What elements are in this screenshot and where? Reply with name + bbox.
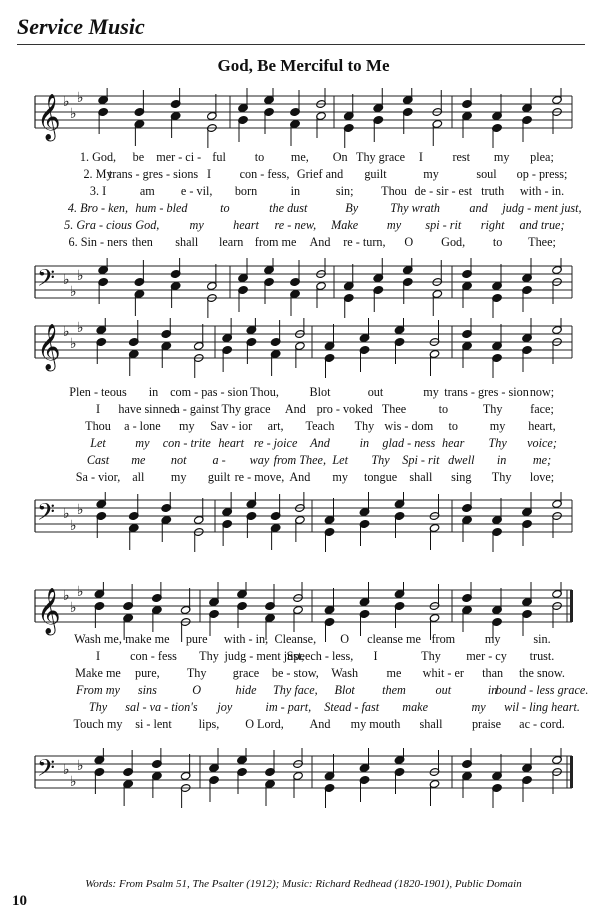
lyric-syllable: Wash me, bbox=[74, 632, 122, 646]
lyric-syllable: ac - cord. bbox=[519, 717, 565, 731]
lyric-syllable: rest bbox=[452, 150, 471, 164]
lyric-syllable: me, bbox=[290, 150, 309, 164]
lyric-syllable: Thou bbox=[381, 184, 407, 198]
lyric-syllable: than bbox=[482, 666, 504, 680]
lyric-syllable: learn bbox=[219, 235, 244, 249]
lyric-syllable: in bbox=[496, 453, 507, 467]
verse-line bbox=[70, 385, 570, 402]
lyric-syllable: God, bbox=[441, 235, 466, 249]
lyric-syllable: shall bbox=[419, 717, 443, 731]
lyric-syllable: plea; bbox=[530, 150, 554, 164]
svg-text:♭: ♭ bbox=[63, 272, 70, 288]
verse-line bbox=[70, 167, 570, 184]
verse-line bbox=[70, 683, 589, 700]
lyric-syllable: e - vil, bbox=[180, 184, 213, 198]
lyric-syllable: from me bbox=[254, 235, 297, 249]
lyric-syllable: judg - ment just, bbox=[502, 201, 582, 215]
svg-text:♭: ♭ bbox=[77, 90, 84, 106]
lyric-syllable: make bbox=[402, 700, 428, 714]
lyric-syllable: cleanse me bbox=[367, 632, 421, 646]
lyric-syllable: be bbox=[132, 150, 145, 164]
lyric-syllable: to bbox=[448, 419, 458, 433]
verse-line bbox=[70, 453, 570, 470]
lyric-syllable: with - in. bbox=[519, 184, 565, 198]
lyric-syllable: to bbox=[492, 235, 503, 249]
lyric-syllable: voice; bbox=[527, 436, 557, 450]
lyric-syllable: I bbox=[206, 167, 212, 181]
svg-text:♭: ♭ bbox=[77, 502, 84, 518]
bass-clef-icon: 𝄢 bbox=[37, 498, 56, 531]
bass-clef-icon: 𝄢 bbox=[37, 264, 56, 297]
lyric-syllable: 4. Bro - ken, bbox=[67, 201, 129, 215]
hymn-title: God, Be Merciful to Me bbox=[217, 56, 390, 75]
lyric-syllable: Thy bbox=[488, 436, 507, 450]
lyric-syllable: my mouth bbox=[350, 717, 401, 731]
lyric-syllable: grace bbox=[232, 666, 260, 680]
lyric-syllable: am bbox=[139, 184, 155, 198]
lyric-syllable: Thy wrath bbox=[390, 201, 441, 215]
lyric-syllable: Cleanse, bbox=[274, 632, 317, 646]
lyric-syllable: hide bbox=[235, 683, 257, 697]
lyric-syllable: Thee bbox=[381, 402, 407, 416]
lyric-syllable: Thou, bbox=[250, 385, 279, 399]
lyric-syllable: Blot bbox=[309, 385, 331, 399]
lyric-syllable: 2. My bbox=[83, 167, 113, 181]
treble-staff-2 bbox=[0, 318, 607, 378]
lyric-syllable: shall bbox=[409, 470, 433, 484]
lyric-syllable: I bbox=[418, 150, 423, 164]
lyric-syllable: sing bbox=[451, 470, 472, 484]
lyric-syllable: my bbox=[471, 700, 486, 714]
lyric-syllable: my bbox=[386, 218, 402, 232]
lyric-syllable: the dust bbox=[269, 201, 308, 215]
lyric-syllable: dwell bbox=[448, 453, 475, 467]
verse-line bbox=[70, 235, 570, 252]
lyric-syllable: sin; bbox=[335, 184, 354, 198]
lyric-syllable: re - turn, bbox=[343, 235, 386, 249]
lyric-syllable: be - stow, bbox=[271, 666, 319, 680]
lyric-syllable: Plen - teous bbox=[69, 385, 127, 399]
lyric-syllable: my bbox=[484, 632, 501, 646]
lyric-syllable: Spi - rit bbox=[402, 453, 440, 467]
lyric-syllable: to bbox=[220, 201, 230, 215]
svg-text:♭: ♭ bbox=[77, 268, 84, 284]
lyric-syllable: my bbox=[179, 419, 195, 433]
lyric-syllable: Thee; bbox=[528, 235, 556, 249]
bass-staff-1 bbox=[0, 258, 607, 318]
lyric-syllable: re - move, bbox=[234, 470, 285, 484]
lyric-syllable: glad - ness bbox=[382, 436, 436, 450]
lyric-syllable: 1. God, bbox=[79, 150, 117, 164]
lyric-syllable: way bbox=[249, 453, 270, 467]
lyric-syllable: my bbox=[489, 419, 506, 433]
verse-line bbox=[70, 717, 570, 734]
lyric-syllable: not bbox=[170, 453, 187, 467]
svg-text:♭: ♭ bbox=[77, 320, 84, 336]
svg-text:♭: ♭ bbox=[63, 506, 70, 522]
lyric-syllable: out bbox=[367, 385, 384, 399]
lyric-syllable: Stead - fast bbox=[324, 700, 380, 714]
lyric-syllable: my bbox=[493, 150, 510, 164]
svg-text:♭: ♭ bbox=[63, 94, 70, 110]
svg-text:♭: ♭ bbox=[70, 774, 77, 790]
lyric-syllable: hum - bled bbox=[135, 201, 188, 215]
verse-line bbox=[70, 470, 570, 487]
lyric-syllable: sin. bbox=[533, 632, 551, 646]
lyric-syllable: Thy bbox=[371, 453, 390, 467]
lyric-syllable: in bbox=[290, 184, 301, 198]
lyric-syllable: Let bbox=[90, 436, 106, 450]
treble-staff-1 bbox=[0, 88, 607, 148]
lyric-syllable: Make bbox=[331, 218, 359, 232]
lyric-syllable: soul bbox=[476, 167, 497, 181]
treble-clef-icon: 𝄞 bbox=[37, 94, 61, 140]
lyric-syllable: my bbox=[423, 385, 439, 399]
lyric-syllable: me bbox=[131, 453, 146, 467]
svg-text:♭: ♭ bbox=[63, 762, 70, 778]
lyric-syllable: art, bbox=[267, 419, 284, 433]
lyric-syllable: Thy bbox=[354, 419, 375, 433]
lyric-syllable: a - bbox=[212, 453, 226, 467]
lyric-syllable: my bbox=[423, 167, 439, 181]
lyric-syllable: from Thee, bbox=[273, 453, 326, 467]
lyric-syllable: By bbox=[345, 201, 359, 215]
svg-text:♭: ♭ bbox=[70, 600, 77, 616]
lyric-syllable: bound - less grace. bbox=[495, 683, 589, 697]
lyric-syllable: trust. bbox=[529, 649, 555, 663]
lyric-syllable: mer - ci - bbox=[156, 150, 202, 164]
lyric-syllable: to bbox=[254, 150, 265, 164]
lyric-syllable: im - part, bbox=[265, 700, 312, 714]
lyric-syllable: then bbox=[131, 235, 153, 249]
lyric-syllable: de - sir - est bbox=[414, 184, 473, 198]
lyric-syllable: Thy bbox=[186, 666, 207, 680]
lyric-syllable: born bbox=[234, 184, 258, 198]
lyric-syllable: and bbox=[469, 201, 488, 215]
lyric-syllable: con - fess bbox=[130, 649, 177, 663]
header-rule bbox=[17, 44, 585, 45]
lyric-syllable: all bbox=[132, 470, 145, 484]
lyric-syllable: spi - rit bbox=[425, 218, 462, 232]
lyric-syllable: And bbox=[284, 402, 306, 416]
verse-line bbox=[70, 632, 570, 649]
lyric-syllable: Thy grace bbox=[221, 402, 271, 416]
lyric-syllable: me; bbox=[532, 453, 552, 467]
lyric-syllable: them bbox=[382, 683, 406, 697]
lyric-syllable: my bbox=[332, 470, 348, 484]
treble-clef-icon: 𝄞 bbox=[37, 588, 61, 634]
lyric-syllable: O Lord, bbox=[245, 717, 284, 731]
lyric-syllable: sal - va - tion's bbox=[125, 700, 198, 714]
lyric-syllable: my bbox=[170, 470, 187, 484]
lyric-syllable: truth bbox=[481, 184, 505, 198]
lyric-syllable: Touch my bbox=[73, 717, 123, 731]
bass-staff-2 bbox=[0, 492, 607, 552]
lyric-syllable: from bbox=[431, 632, 456, 646]
treble-clef-icon: 𝄞 bbox=[37, 324, 61, 370]
svg-text:♭: ♭ bbox=[63, 324, 70, 340]
verse-line bbox=[70, 666, 570, 683]
lyric-syllable: heart bbox=[233, 218, 259, 232]
lyric-syllable: a - lone bbox=[124, 419, 161, 433]
verse-line bbox=[64, 218, 570, 235]
svg-text:♭: ♭ bbox=[77, 584, 84, 600]
lyric-syllable: O bbox=[192, 683, 202, 697]
lyric-syllable: Make me bbox=[75, 666, 121, 680]
lyric-syllable: lips, bbox=[198, 717, 220, 731]
lyric-syllable: mer - cy bbox=[466, 649, 507, 663]
lyric-syllable: a - gainst bbox=[174, 402, 219, 416]
lyric-syllable: And bbox=[289, 470, 311, 484]
lyric-syllable: 6. Sin - ners bbox=[68, 235, 128, 249]
lyric-syllable: con - trite bbox=[162, 436, 211, 450]
bass-clef-icon: 𝄢 bbox=[37, 754, 56, 787]
lyric-syllable: O bbox=[404, 235, 414, 249]
lyric-syllable: have sinned bbox=[118, 402, 177, 416]
lyric-syllable: si - lent bbox=[135, 717, 172, 731]
lyric-syllable: praise bbox=[471, 717, 502, 731]
lyric-syllable: pure bbox=[185, 632, 208, 646]
lyric-syllable: And bbox=[309, 235, 331, 249]
lyric-syllable: Speech - less, bbox=[286, 649, 354, 663]
lyric-syllable: trans - gres - sion bbox=[444, 385, 529, 399]
lyric-syllable: sins bbox=[137, 683, 157, 697]
lyric-syllable: face; bbox=[530, 402, 554, 416]
lyric-syllable: Thy bbox=[421, 649, 441, 663]
lyric-syllable: the snow. bbox=[519, 666, 565, 680]
lyric-syllable: And bbox=[309, 717, 331, 731]
verse-line bbox=[70, 419, 570, 436]
lyric-syllable: And bbox=[310, 436, 330, 450]
lyric-syllable: I bbox=[95, 402, 101, 416]
lyric-syllable: in bbox=[148, 385, 159, 399]
lyric-syllable: wil - ling heart. bbox=[504, 700, 580, 714]
svg-text:♭: ♭ bbox=[70, 284, 77, 300]
lyric-syllable: love; bbox=[529, 470, 555, 484]
lyric-syllable: and true; bbox=[519, 218, 565, 232]
lyric-syllable: heart, bbox=[528, 419, 556, 433]
lyric-syllable: tongue bbox=[363, 470, 398, 484]
lyric-syllable: Thy bbox=[199, 649, 219, 663]
lyric-syllable: I bbox=[95, 649, 101, 663]
lyric-syllable: hear bbox=[442, 436, 465, 450]
lyric-syllable: Thou bbox=[85, 419, 111, 433]
svg-text:♭: ♭ bbox=[77, 758, 84, 774]
lyric-syllable: make me bbox=[125, 632, 170, 646]
lyric-syllable: 3. I bbox=[89, 184, 107, 198]
lyric-syllable: guilt bbox=[364, 167, 387, 181]
lyric-syllable: heart bbox=[218, 436, 245, 450]
lyric-syllable: con - fess, bbox=[239, 167, 290, 181]
lyric-syllable: I bbox=[373, 649, 378, 663]
lyric-syllable: ful bbox=[212, 150, 226, 164]
lyric-syllable: with - in, bbox=[223, 632, 269, 646]
lyric-syllable: out bbox=[435, 683, 452, 697]
lyric-syllable: trans - gres - sions bbox=[108, 167, 199, 181]
lyric-syllable: Thy grace bbox=[356, 150, 406, 164]
lyric-syllable: com - pas - sion bbox=[170, 385, 248, 399]
lyric-syllable: my bbox=[189, 218, 204, 232]
lyric-syllable: Thy bbox=[482, 402, 503, 416]
lyric-syllable: in bbox=[359, 436, 370, 450]
lyric-syllable: On bbox=[332, 150, 348, 164]
lyric-syllable: my bbox=[135, 436, 150, 450]
lyric-syllable: me bbox=[386, 666, 402, 680]
lyric-syllable: 5. Gra - cious bbox=[64, 218, 132, 232]
lyric-syllable: re - new, bbox=[274, 218, 317, 232]
lyric-syllable: right bbox=[480, 218, 505, 232]
verse-line bbox=[67, 201, 582, 218]
verse-line bbox=[70, 649, 570, 666]
lyric-syllable: judg - ment just, bbox=[224, 649, 305, 663]
lyric-syllable: Let bbox=[332, 453, 348, 467]
lyric-syllable: shall bbox=[175, 235, 199, 249]
credits-footer: Words: From Psalm 51, The Psalter (1912); Music: Richard Redhead (1820-1901), Public Domain bbox=[85, 878, 522, 890]
svg-text:♭: ♭ bbox=[70, 336, 77, 352]
svg-text:♭: ♭ bbox=[63, 588, 70, 604]
lyric-syllable: joy bbox=[217, 700, 233, 714]
verse-line bbox=[70, 184, 570, 201]
svg-text:♭: ♭ bbox=[70, 518, 77, 534]
verse-line bbox=[70, 150, 570, 167]
lyric-syllable: Blot bbox=[334, 683, 355, 697]
lyric-syllable: Wash bbox=[331, 666, 359, 680]
lyric-syllable: wis - dom bbox=[384, 419, 434, 433]
lyric-syllable: From my bbox=[76, 683, 120, 697]
svg-text:♭: ♭ bbox=[70, 106, 77, 122]
verse-line bbox=[70, 402, 570, 419]
lyric-syllable: Thy bbox=[88, 700, 108, 714]
lyric-syllable: Sav - ior bbox=[210, 419, 253, 433]
lyric-syllable: in bbox=[487, 683, 498, 697]
lyric-syllable: Thy bbox=[491, 470, 512, 484]
lyric-syllable: Teach bbox=[305, 419, 335, 433]
lyric-syllable: O bbox=[340, 632, 350, 646]
verse-line bbox=[70, 436, 570, 453]
lyric-syllable: to bbox=[438, 402, 449, 416]
lyric-syllable: pure, bbox=[134, 666, 160, 680]
lyric-syllable: Grief and bbox=[296, 167, 344, 181]
lyric-syllable: Cast bbox=[86, 453, 110, 467]
lyric-syllable: now; bbox=[529, 385, 555, 399]
lyric-syllable: Sa - vior, bbox=[75, 470, 121, 484]
lyric-syllable: op - press; bbox=[516, 167, 568, 181]
lyric-syllable: Thy face, bbox=[272, 683, 318, 697]
lyric-syllable: re - joice bbox=[253, 436, 298, 450]
section-header: Service Music bbox=[17, 14, 145, 39]
page-number: 10 bbox=[12, 893, 27, 909]
verse-line bbox=[70, 700, 580, 717]
lyric-syllable: pro - voked bbox=[316, 402, 373, 416]
bass-staff-3 bbox=[0, 748, 607, 808]
lyric-syllable: God, bbox=[135, 218, 160, 232]
lyric-syllable: whit - er bbox=[422, 666, 464, 680]
lyric-syllable: guilt bbox=[207, 470, 231, 484]
